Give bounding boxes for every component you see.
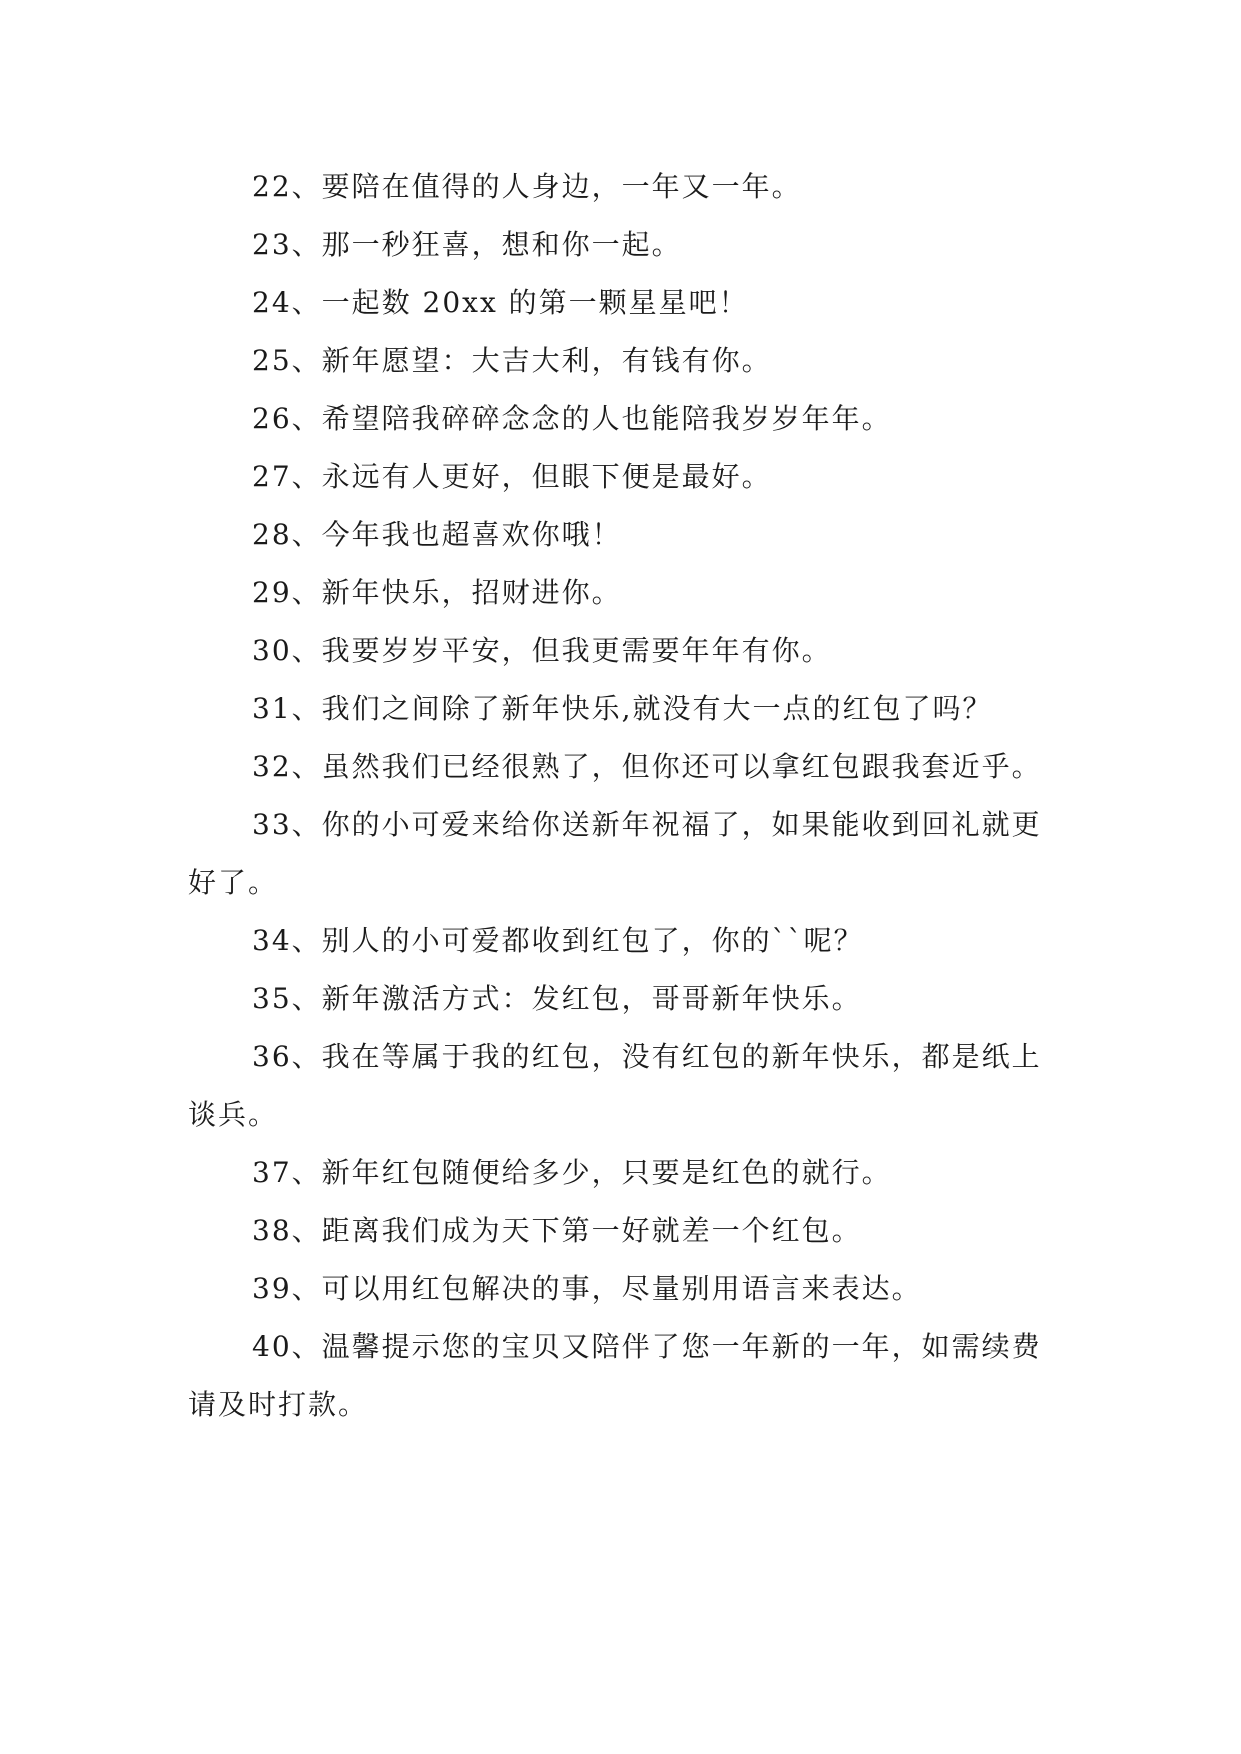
paragraph-40: 40、温馨提示您的宝贝又陪伴了您一年新的一年，如需续费请及时打款。 bbox=[188, 1330, 1042, 1421]
paragraph-38: 38、距离我们成为天下第一好就差一个红包。 bbox=[252, 1214, 862, 1247]
paragraph-26: 26、希望陪我碎碎念念的人也能陪我岁岁年年。 bbox=[252, 402, 892, 435]
paragraph-25: 25、新年愿望：大吉大利，有钱有你。 bbox=[252, 344, 772, 377]
paragraph-33: 33、你的小可爱来给你送新年祝福了，如果能收到回礼就更好了。 bbox=[188, 808, 1042, 899]
paragraph-34: 34、别人的小可爱都收到红包了，你的``呢？ bbox=[252, 924, 864, 957]
paragraph-28: 28、今年我也超喜欢你哦！ bbox=[252, 518, 622, 551]
paragraph-31: 31、我们之间除了新年快乐,就没有大一点的红包了吗？ bbox=[252, 692, 993, 725]
paragraph-32: 32、虽然我们已经很熟了，但你还可以拿红包跟我套近乎。 bbox=[252, 750, 1042, 783]
paragraph-23: 23、那一秒狂喜，想和你一起。 bbox=[252, 228, 682, 261]
paragraph-39: 39、可以用红包解决的事，尽量别用语言来表达。 bbox=[252, 1272, 922, 1305]
paragraph-22: 22、要陪在值得的人身边，一年又一年。 bbox=[252, 170, 802, 203]
paragraph-36: 36、我在等属于我的红包，没有红包的新年快乐，都是纸上谈兵。 bbox=[188, 1040, 1042, 1131]
document-page bbox=[188, 158, 1050, 1434]
paragraph-35: 35、新年激活方式：发红包，哥哥新年快乐。 bbox=[252, 982, 862, 1015]
paragraph-30: 30、我要岁岁平安，但我更需要年年有你。 bbox=[252, 634, 832, 667]
paragraph-27: 27、永远有人更好，但眼下便是最好。 bbox=[252, 460, 772, 493]
paragraph-29: 29、新年快乐，招财进你。 bbox=[252, 576, 622, 609]
paragraph-24: 24、一起数 20xx 的第一颗星星吧！ bbox=[252, 286, 749, 319]
paragraph-37: 37、新年红包随便给多少，只要是红色的就行。 bbox=[252, 1156, 892, 1189]
